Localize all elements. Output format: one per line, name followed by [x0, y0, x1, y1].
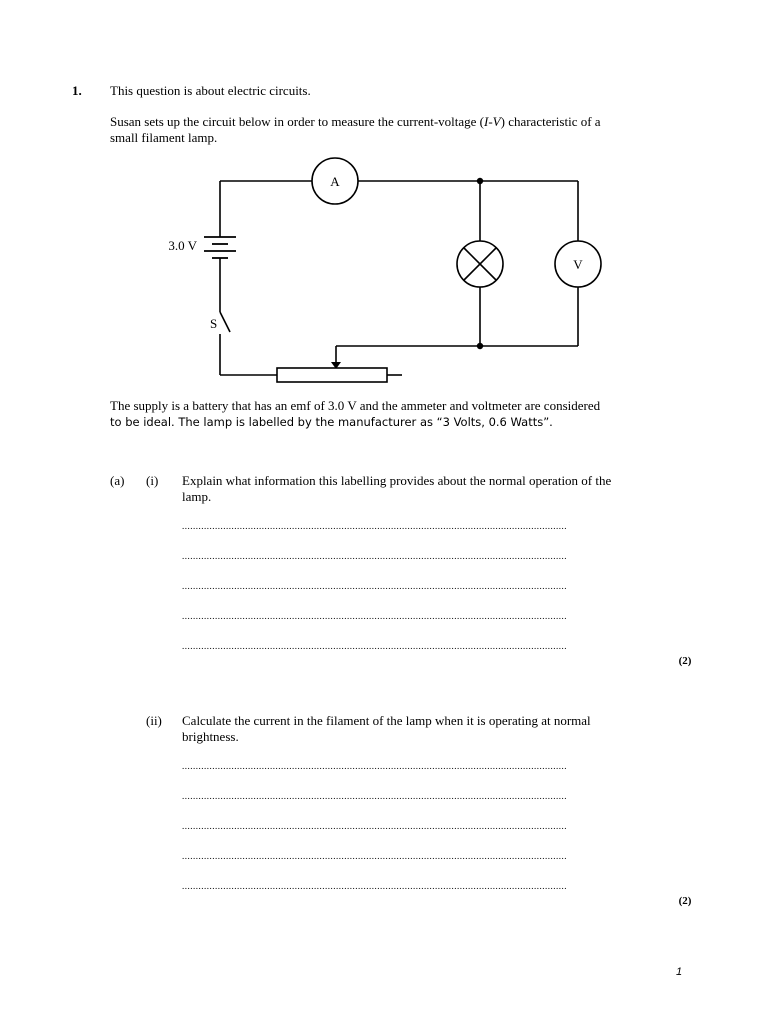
marks-i: (2): [678, 655, 692, 667]
marks-ii: (2): [678, 895, 692, 907]
part-a-ii-label: (ii): [146, 713, 162, 728]
answer-line-i-1[interactable]: ............................................................................................................................................: [182, 521, 567, 531]
page-number: 1: [676, 966, 683, 978]
part-a-label: (a): [110, 473, 125, 488]
supply-line-1: The supply is a battery that has an emf of 3.0 V and the ammeter and voltmeter are considered: [110, 398, 601, 413]
part-a-ii-question: Calculate the current in the filament of the lamp when it is operating at normal brightness.: [182, 713, 591, 744]
ammeter-label: A: [330, 174, 340, 189]
answer-line-ii-4[interactable]: ............................................................................................................................................: [182, 851, 567, 861]
switch: [220, 312, 230, 332]
answer-line-i-3[interactable]: ............................................................................................................................................: [182, 581, 567, 591]
answer-line-ii-1[interactable]: ............................................................................................................................................: [182, 761, 567, 771]
answer-line-ii-2[interactable]: ............................................................................................................................................: [182, 791, 567, 801]
rheostat: [277, 368, 387, 382]
setup-line-1: Susan sets up the circuit below in order to measure the current-voltage (I-V) characteristic of a: [110, 114, 601, 129]
setup-line-2: small filament lamp.: [110, 130, 218, 145]
switch-label: S: [210, 316, 218, 331]
junction-top: [477, 178, 483, 184]
answer-line-i-2[interactable]: ............................................................................................................................................: [182, 551, 567, 561]
voltmeter-label: V: [573, 257, 583, 272]
part-a-i-question: Explain what information this labelling provides about the normal operation of the lamp.: [182, 473, 612, 504]
answer-line-ii-5[interactable]: ............................................................................................................................................: [182, 881, 567, 891]
supply-text: [110, 398, 670, 430]
answer-line-ii-3[interactable]: ............................................................................................................................................: [182, 821, 567, 831]
lamp: [457, 241, 503, 287]
junction-bottom: [477, 343, 483, 349]
supply-line-2: to be ideal. The lamp is labelled by the manufacturer as “3 Volts, 0.6 Watts”.: [110, 415, 553, 429]
question-intro: This question is about electric circuits.: [110, 83, 311, 98]
answer-line-i-4[interactable]: ............................................................................................................................................: [182, 611, 567, 621]
part-a-i-label: (i): [146, 473, 159, 488]
battery-label: 3.0 V: [168, 238, 197, 253]
answer-line-i-5[interactable]: ............................................................................................................................................: [182, 641, 567, 651]
iv-italic: I-V: [484, 114, 501, 129]
battery: [204, 237, 236, 258]
question-number: 1.: [72, 83, 82, 98]
